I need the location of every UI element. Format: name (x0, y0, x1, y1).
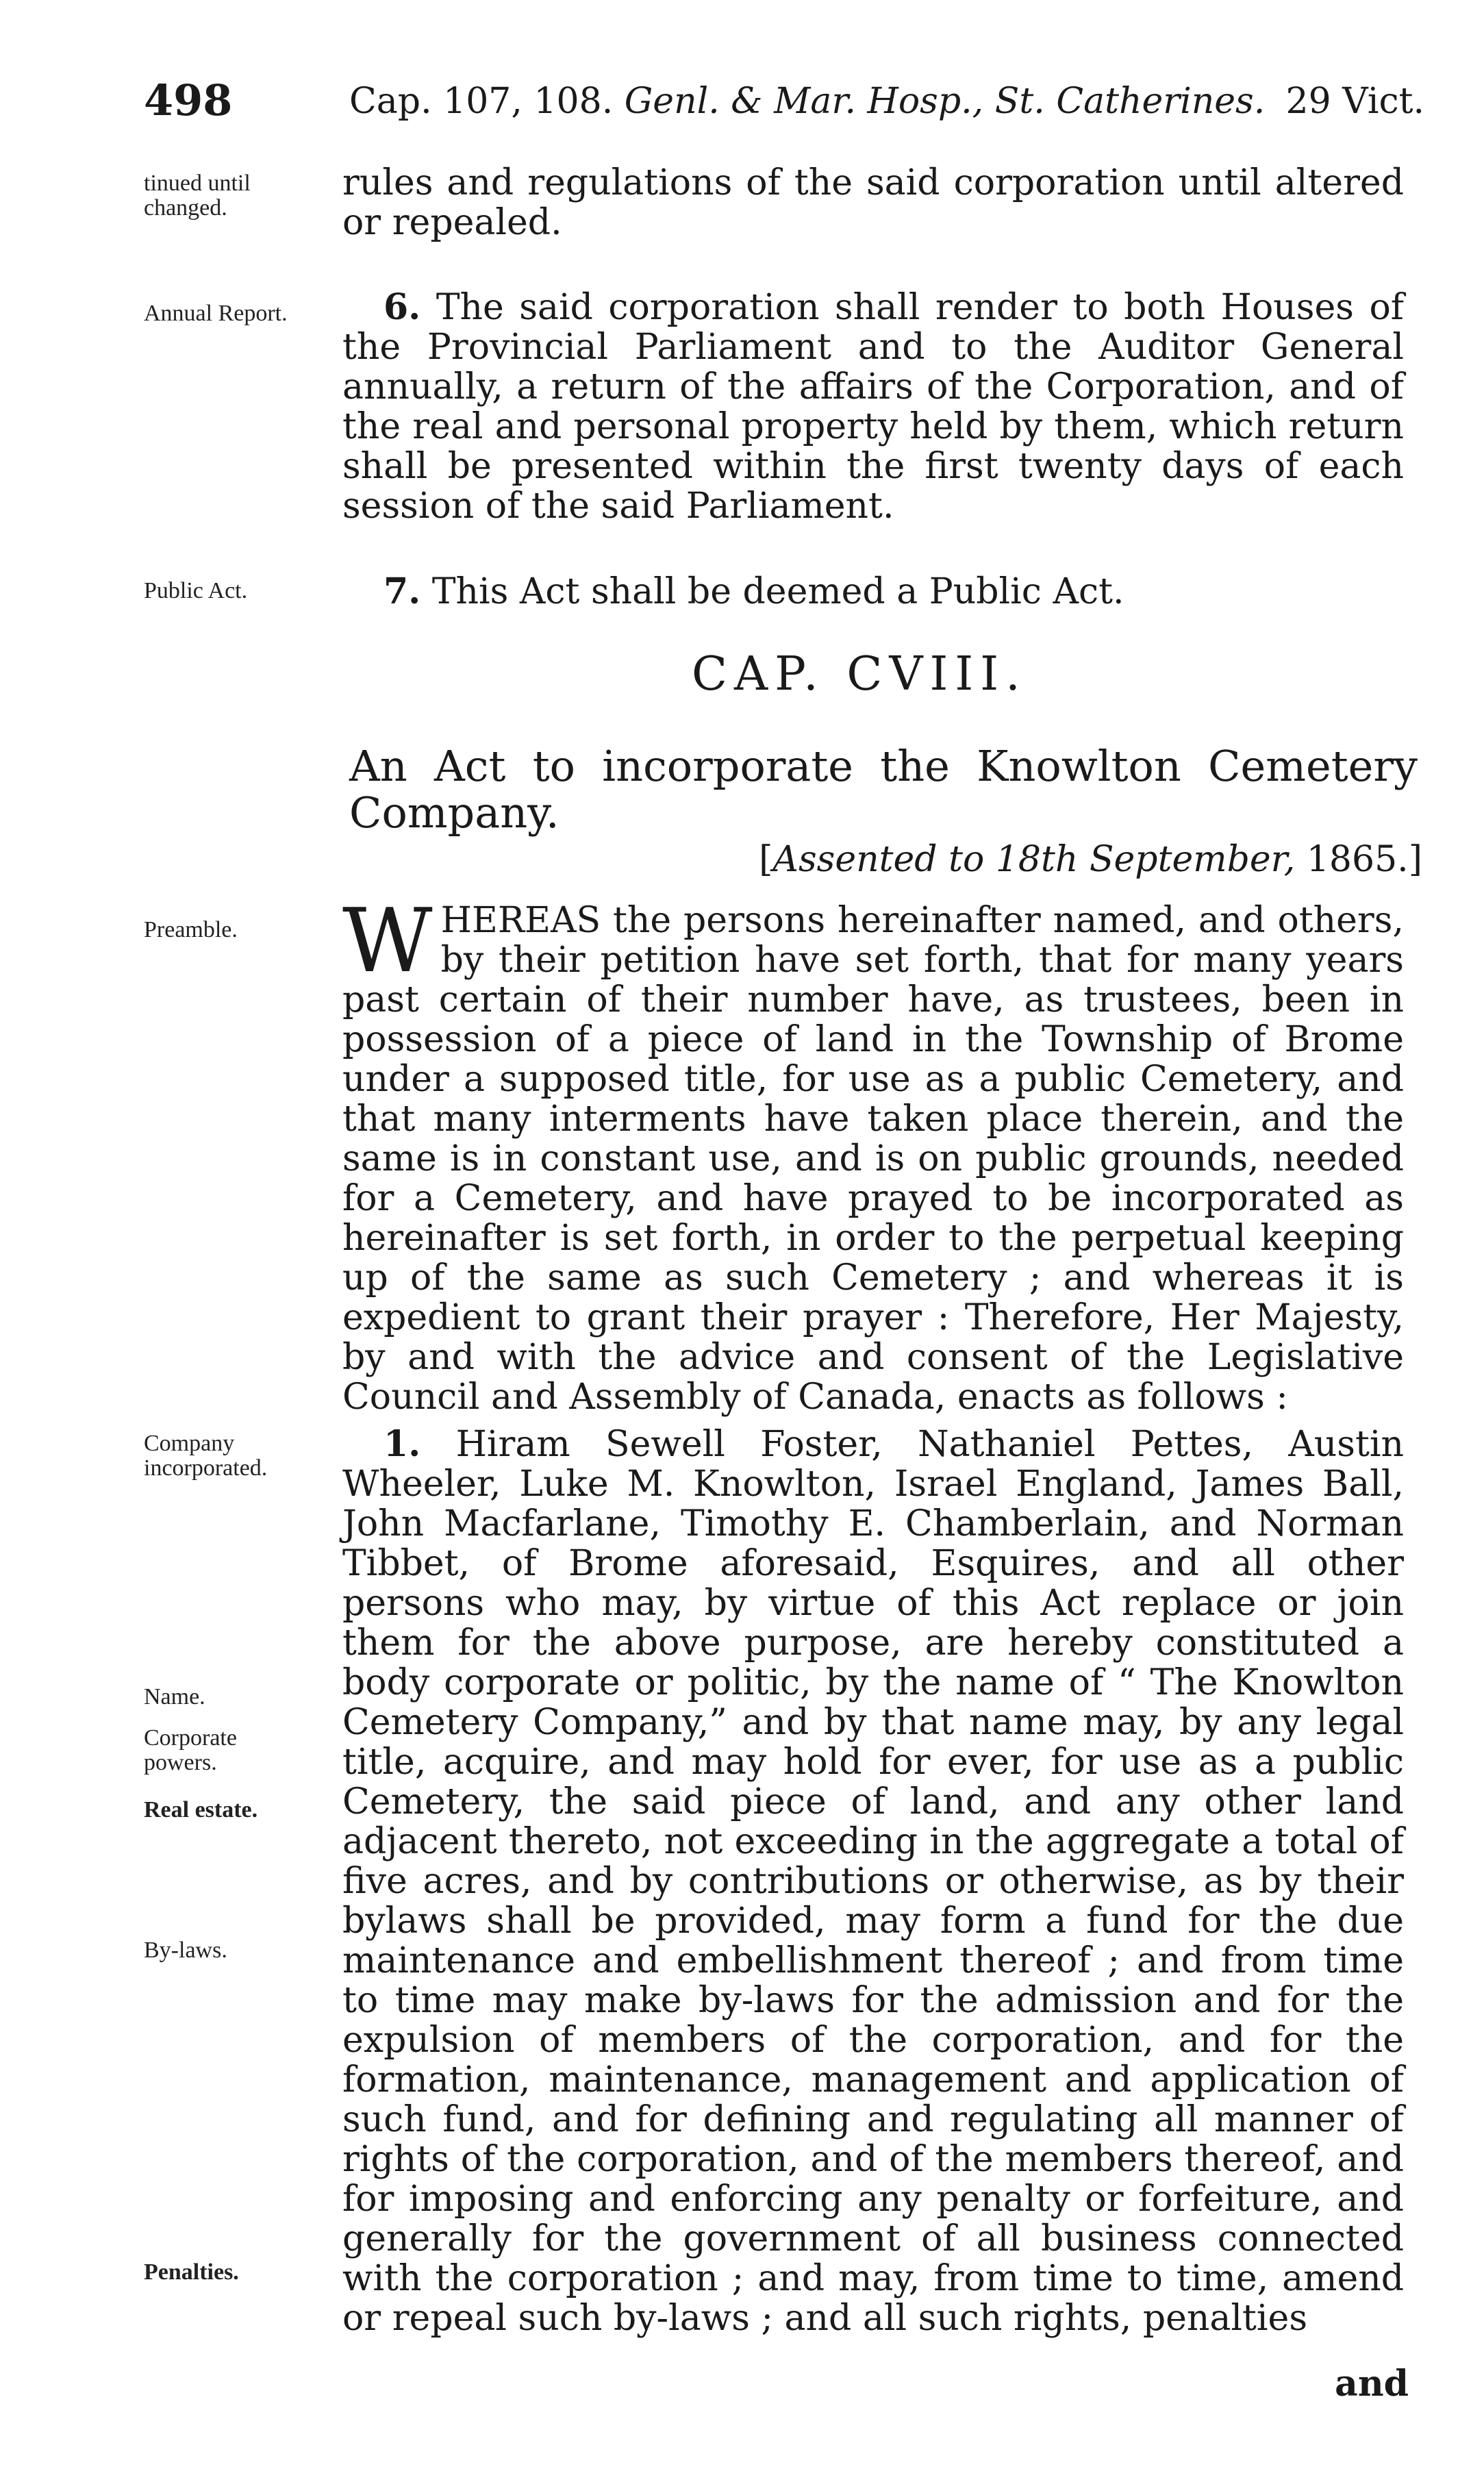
page-number: 498 (144, 75, 233, 125)
section-7-text: This Act shall be deemed a Public Act. (431, 571, 1124, 612)
preamble-paragraph (342, 890, 1404, 1418)
running-head-chapter: Cap. 107, 108. (349, 81, 614, 122)
running-head-title: Genl. & Mar. Hosp., St. Catherines. (624, 81, 1266, 122)
section-7-number: 7. (383, 571, 421, 612)
assent-year: 1865.] (1306, 839, 1422, 880)
margin-note-annual-report: Annual Report. (144, 301, 288, 326)
margin-note-company-incorporated: Company incorporated. (144, 1431, 268, 1481)
margin-note-real-estate: Real estate. (144, 1797, 258, 1822)
section-1-paragraph (342, 1425, 1404, 2338)
margin-note-corporate-powers: Corporate powers. (144, 1725, 237, 1775)
preamble-drop-cap: W (342, 890, 433, 992)
continued-paragraph: rules and regulations of the said corporation until altered or repealed. (342, 162, 1404, 243)
section-1-number: 1. (383, 1423, 421, 1465)
act-title: An Act to incorporate the Knowlton Cemetery Company. (349, 741, 1418, 838)
page-header (144, 75, 1424, 137)
assent-text: Assented to 18th September, (772, 839, 1296, 880)
margin-note-penalties: Penalties. (144, 2259, 239, 2285)
section-7-paragraph (342, 572, 1404, 612)
chapter-title: CAP. CVIII. (692, 647, 1027, 701)
section-1-text: Hiram Sewell Foster, Nathaniel Pettes, Austin Wheeler, Luke M. Knowlton, Israel England, James Ball, John Macfarlane, Timothy E. Chamberlain, and Norman Tibbet, of Brome aforesaid, Esquires, and all other persons who may, by virtue of this Act replace or join them for the above purpose, are hereby constituted a body corporate or politic, by the name of “ The Knowlton Cemetery Company,” and by that name may, by any legal title, acquire, and may hold for ever, for use as a public Cemetery, the said piece of land, and any other land adjacent thereto, not exceeding in the aggregate a total of five acres, and by contributions or otherwise, as by their bylaws shall be provided, may form a fund for the due maintenance and embellishment thereof ; and from time to time may make by-laws for the admission and for the expulsion of members of the corporation, and for the formation, maintenance, management and application of such fund, and for defining and regulating all manner of rights of the corporation, and of the members thereof, and for imposing and enforcing any penalty or forfeiture, and generally for the government of all business connected with the corporation ; and may, from time to time, amend or repeal such by-laws ; and all such rights, penalties (342, 1424, 1404, 2339)
preamble-text: HEREAS the persons hereinafter named, and others, by their petition have set forth, that for many years past certain of their number have, as trustees, been in possession of a piece of land in the Township of Brome under a supposed title, for use as a public Cemetery, and that many interments have taken place therein, and the same is in constant use, and is on public grounds, needed for a Cemetery, and have prayed to be incorporated as hereinafter is set forth, in order to the perpetual keeping up of the same as such Cemetery ; and whereas it is expedient to grant their prayer : Therefore, Her Majesty, by and with the advice and consent of the Legislative Council and Assembly of Canada, enacts as follows : (342, 900, 1404, 1418)
margin-note-name: Name. (144, 1684, 205, 1709)
section-6-paragraph (342, 288, 1404, 526)
margin-note-preamble: Preamble. (144, 917, 238, 942)
section-6-text: The said corporation shall render to both Houses of the Provincial Parliament and to the Auditor General annually, a return of the affairs of the Corporation, and of the real and personal property held by them, which return shall be presented within the first twenty days of each session of the said Parliament. (342, 287, 1405, 527)
assent-date: [Assented to 18th September, 1865.] (759, 839, 1422, 880)
margin-note-continued: tinued until changed. (144, 171, 251, 221)
running-head (349, 81, 1265, 122)
catchword: and (1335, 2363, 1409, 2405)
running-head-regnal-year: 29 Vict. (1285, 81, 1424, 122)
margin-note-by-laws: By-laws. (144, 1938, 227, 1963)
margin-note-public-act: Public Act. (144, 578, 248, 603)
section-6-number: 6. (383, 286, 421, 328)
